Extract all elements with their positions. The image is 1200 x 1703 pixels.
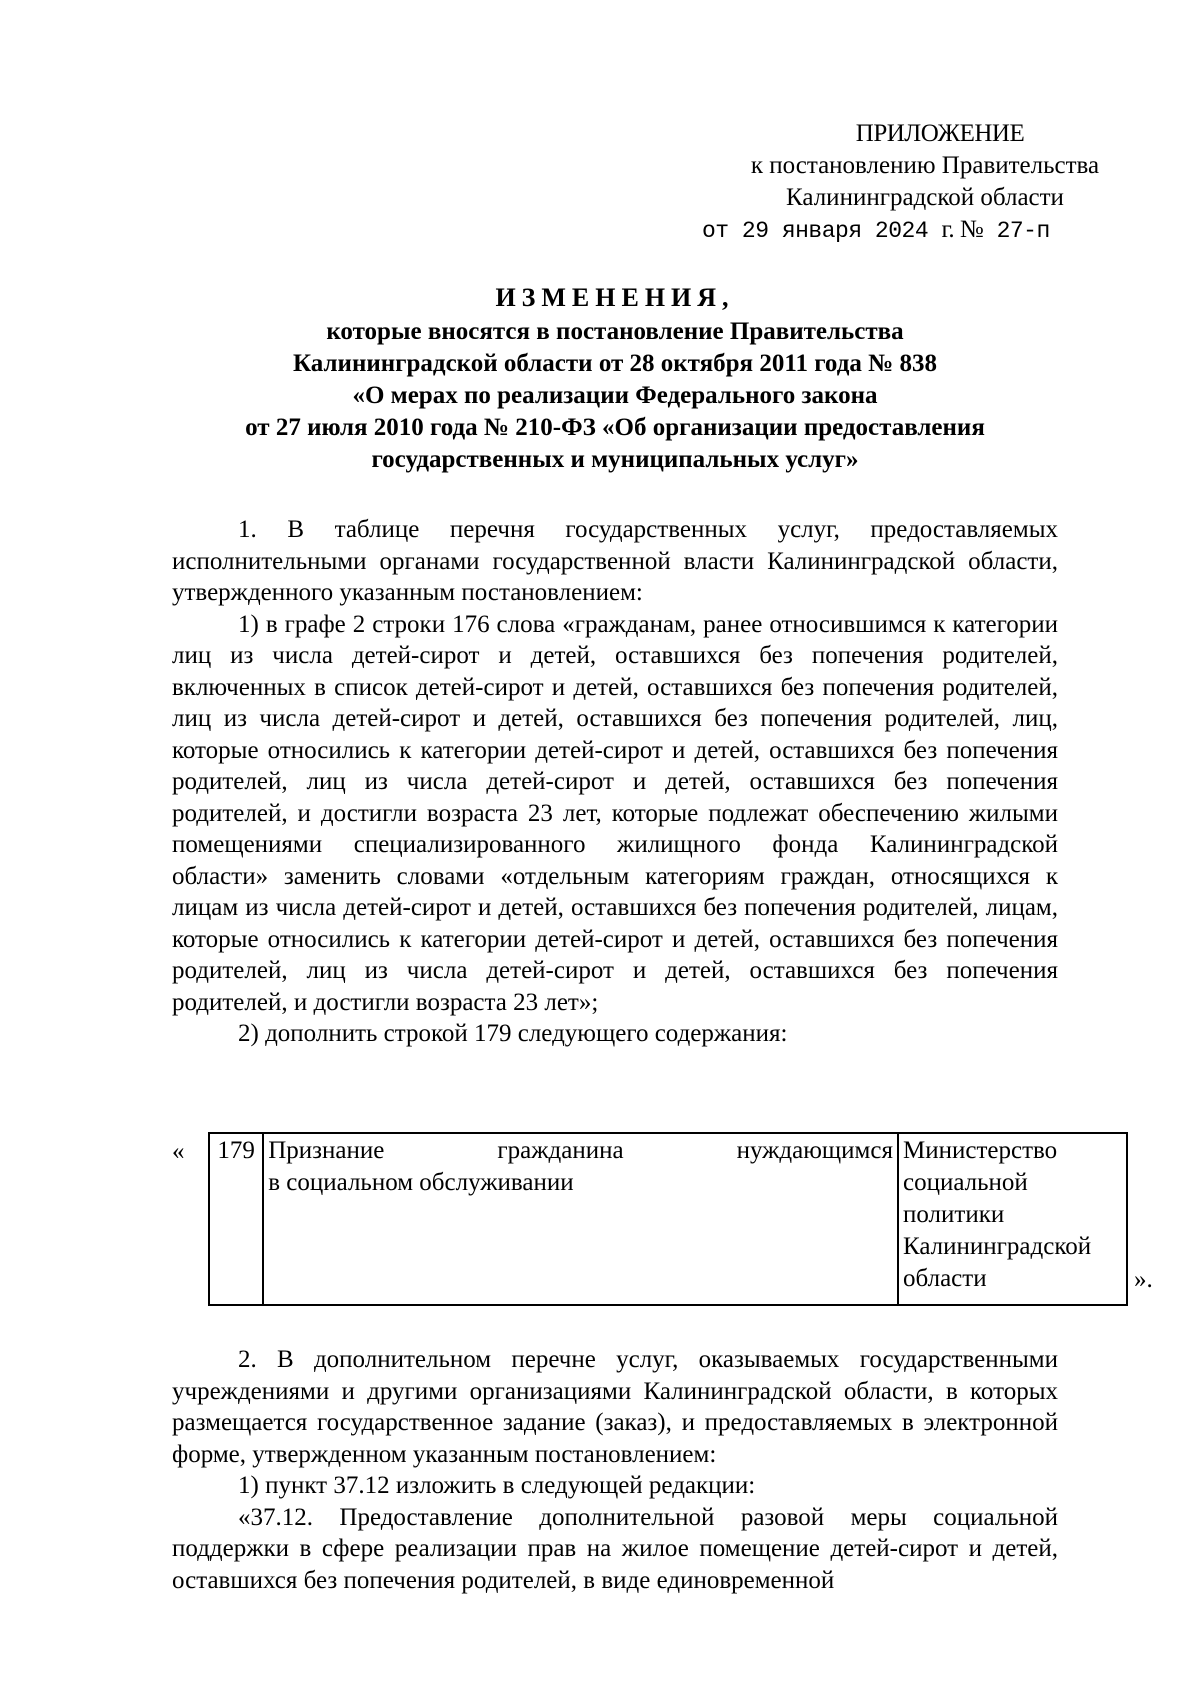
appendix-date-number: 27-п xyxy=(996,218,1050,244)
section-2 xyxy=(172,1344,1058,1596)
appendix-date-mid: г. № xyxy=(941,216,984,243)
appendix-date xyxy=(700,214,1150,247)
service-name-word-3: нуждающимся xyxy=(736,1137,893,1164)
appendix-line-2: Калининградской области xyxy=(786,184,1064,211)
section-2-item-2: «37.12. Предоставление дополнительной разовой меры социальной поддержки в сфере реализации прав на жилое помещение детей-сирот и детей, оставшихся без попечения родителей, в виде единовременной xyxy=(172,1503,1058,1594)
table-quote-close: ». xyxy=(1134,1266,1153,1293)
organization-cell xyxy=(898,1133,1127,1305)
section-1-intro: 1. В таблице перечня государственных услуг, предоставляемых исполнительными органами государственной власти Калининградской области, утвержденного указанным постановлением: xyxy=(172,516,1058,606)
heading-line-5: государственных и муниципальных услуг» xyxy=(371,446,859,473)
document-heading xyxy=(175,282,1055,476)
organization-line-2: социальной xyxy=(903,1169,1028,1196)
row-number-cell: 179 xyxy=(209,1133,263,1305)
appendix-line-1: к постановлению Правительства xyxy=(750,152,1100,179)
service-name-line-1 xyxy=(268,1135,893,1167)
organization-line-1: Министерство xyxy=(903,1137,1058,1164)
service-name-word-2: гражданина xyxy=(497,1137,624,1164)
organization-line-5: области xyxy=(903,1265,987,1292)
heading-line-1: которые вносятся в постановление Правительства xyxy=(326,318,904,345)
table-quote-open: « xyxy=(172,1138,185,1165)
service-name-line-2: в социальном обслуживании xyxy=(268,1169,574,1196)
services-table xyxy=(208,1132,1128,1306)
heading-line-4: от 27 июля 2010 года № 210-ФЗ «Об организации предоставления xyxy=(245,414,985,441)
organization-line-4: Калининградской xyxy=(903,1233,1092,1260)
table-row xyxy=(209,1133,1127,1305)
service-name-word-1: Признание xyxy=(268,1137,385,1164)
insert-table-block xyxy=(172,1132,1153,1312)
appendix-block xyxy=(700,118,1150,247)
section-1-item-2: 2) дополнить строкой 179 следующего содержания: xyxy=(238,1020,788,1047)
organization-line-3: политики xyxy=(903,1201,1005,1228)
appendix-label: ПРИЛОЖЕНИЕ xyxy=(855,120,1025,147)
section-2-item-1: 1) пункт 37.12 изложить в следующей редакции: xyxy=(238,1472,756,1499)
heading-line-3: «О мерах по реализации Федерального закона xyxy=(352,382,878,409)
section-1 xyxy=(172,514,1058,1050)
section-1-item-1: 1) в графе 2 строки 176 слова «гражданам, ранее относившимся к категории лиц из числа детей-сирот и детей, оставшихся без попечения родителей, включенных в список детей-сирот и детей, оставшихся без попечения родителей, лиц из числа детей-сирот и детей, оставшихся без попечения родителей, лиц, которые относились к категории детей-сирот и детей, оставшихся без попечения родителей, лиц из числа детей-сирот и детей, оставшихся без попечения родителей, и достигли возраста 23 лет, которые подлежат обеспечению жилыми помещениями специализированного жилищного фонда Калининградской области» заменить словами «отдельным категориям граждан, относящихся к лицам из числа детей-сирот и детей, оставшихся без попечения родителей, лицам, которые относились к категории детей-сирот и детей, оставшихся без попечения родителей, лиц из числа детей-сирот и детей, оставшихся без попечения родителей, и достигли возраста 23 лет»; xyxy=(172,610,1058,1016)
service-name-cell xyxy=(263,1133,898,1305)
heading-line-2: Калининградской области от 28 октября 2011 года № 838 xyxy=(293,350,937,377)
appendix-date-prefix: от 29 января 2024 xyxy=(702,218,929,244)
section-2-intro: 2. В дополнительном перечне услуг, оказываемых государственными учреждениями и другими организациями Калининградской области, в которых размещается государственное задание (заказ), и предоставляемых в электронной форме, утвержденном указанным постановлением: xyxy=(172,1346,1058,1468)
heading-title: ИЗМЕНЕНИЯ, xyxy=(495,283,735,312)
